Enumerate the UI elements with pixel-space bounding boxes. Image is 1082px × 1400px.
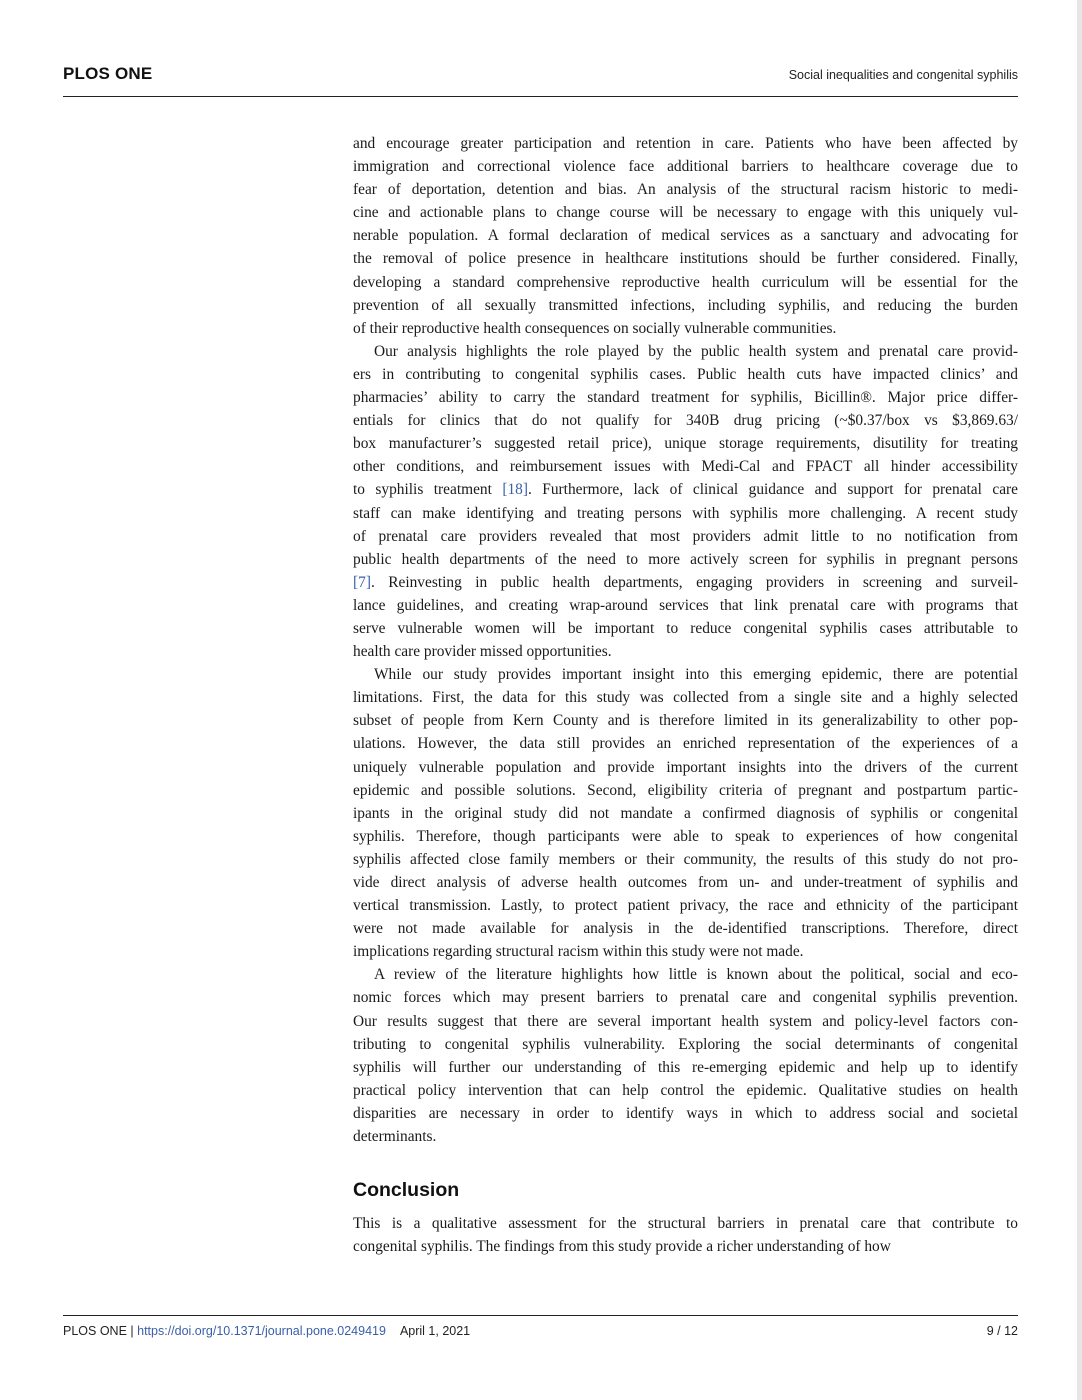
page-edge <box>1077 0 1082 1400</box>
citation-link[interactable]: [7] <box>353 573 371 591</box>
citation-link[interactable]: [18] <box>502 481 528 499</box>
paragraph <box>353 132 1018 340</box>
text-line: limitations. First, the data for this study was collected from a single site and a highly selected <box>353 689 1018 707</box>
text-line: Our analysis highlights the role played by the public health system and prenatal care provid- <box>374 342 1018 360</box>
text-line: the removal of police presence in healthcare institutions should be further considered. Finally, <box>353 250 1018 268</box>
footer-journal: PLOS ONE <box>63 1324 127 1338</box>
text-line: syphilis affected close family members or their community, the results of this study do not pro- <box>353 850 1018 868</box>
text-line: ers in contributing to congenital syphilis cases. Public health cuts have impacted clinics’ and <box>353 365 1018 383</box>
text-line: entials for clinics that do not qualify for 340B drug pricing (~$0.37/box vs $3,869.63/ <box>353 412 1018 430</box>
text-line: developing a standard comprehensive reproductive health curriculum will be essential for the <box>353 273 1018 291</box>
footer-separator: | <box>126 1324 138 1338</box>
text-line: A review of the literature highlights how little is known about the political, social and eco- <box>374 966 1018 984</box>
text-line <box>353 571 1018 594</box>
text-line: subset of people from Kern County and is therefore limited in its generalizability to other pop- <box>353 712 1018 730</box>
text-line: nomic forces which may present barriers to prenatal care and congenital syphilis prevention. <box>353 989 1018 1007</box>
running-title: Social inequalities and congenital syphilis <box>788 68 1018 82</box>
text-line: vide direct analysis of adverse health outcomes from un- and under-treatment of syphilis and <box>353 874 1018 891</box>
page-footer <box>63 1315 1018 1338</box>
text-segment: . Reinvesting in public health departments, engaging providers in screening and surveil- <box>370 573 1018 591</box>
text-segment: to syphilis treatment <box>353 481 503 499</box>
text-line: pharmacies’ ability to carry the standard treatment for syphilis, Bicillin®. Major price differ- <box>353 389 1018 407</box>
text-line: and encourage greater participation and retention in care. Patients who have been affected by <box>353 135 1018 152</box>
text-line: public health departments of the need to more actively screen for syphilis in pregnant persons <box>353 550 1018 568</box>
text-line: syphilis. Therefore, though participants were able to speak to experiences of how congenital <box>353 827 1018 845</box>
text-line: disparities are necessary in order to identify ways in which to address social and societal <box>353 1104 1018 1122</box>
page-header <box>63 64 1018 97</box>
text-line: uniquely vulnerable population and provide important insights into the drivers of the current <box>353 758 1018 776</box>
text-line: vertical transmission. Lastly, to protect patient privacy, the race and ethnicity of the participant <box>353 897 1018 915</box>
text-line: immigration and correctional violence face additional barriers to healthcare coverage due to <box>353 158 1018 176</box>
text-line: ulations. However, the data still provides an enriched representation of the experiences of a <box>353 735 1018 753</box>
text-line: other conditions, and reimbursement issues with Medi-Cal and FPACT all hinder accessibility <box>353 458 1018 476</box>
text-line: tributing to congenital syphilis vulnerability. Exploring the social determinants of congenital <box>353 1035 1018 1053</box>
text-line <box>353 478 1018 501</box>
text-line: This is a qualitative assessment for the structural barriers in prenatal care that contribute to <box>353 1215 1018 1232</box>
text-line: Our results suggest that there are several important health system and policy-level factors con- <box>353 1012 1018 1030</box>
text-line: epidemic and possible solutions. Second, eligibility criteria of pregnant and postpartum partic- <box>353 781 1018 799</box>
page-number: 9 / 12 <box>986 1324 1018 1338</box>
text-segment: . Furthermore, lack of clinical guidance and support for prenatal care <box>528 481 1018 499</box>
publication-date: April 1, 2021 <box>399 1324 471 1338</box>
text-line: implications regarding structural racism within this study were not made. <box>353 943 804 961</box>
text-line: fear of deportation, detention and bias. An analysis of the structural racism historic to medi- <box>353 181 1018 199</box>
text-line: staff can make identifying and treating persons with syphilis more challenging. A recent study <box>353 504 1018 522</box>
section-heading-conclusion: Conclusion <box>353 1179 460 1201</box>
text-line: determinants. <box>353 1128 437 1146</box>
text-line: cine and actionable plans to change course will be necessary to engage with this uniquely vul- <box>353 204 1018 222</box>
paragraph <box>353 663 1018 963</box>
text-line: practical policy intervention that can help control the epidemic. Qualitative studies on health <box>353 1081 1018 1099</box>
paragraph <box>353 1212 1018 1258</box>
text-line: While our study provides important insight into this emerging epidemic, there are potential <box>374 666 1018 684</box>
text-line: congenital syphilis. The findings from this study provide a richer understanding of how <box>353 1238 891 1256</box>
text-line: health care provider missed opportunities. <box>353 643 612 661</box>
text-line: of their reproductive health consequences on socially vulnerable communities. <box>353 319 837 337</box>
article-body <box>353 132 1018 1148</box>
paragraph <box>353 340 1018 663</box>
paragraph <box>353 963 1018 1148</box>
text-line: of prenatal care providers revealed that most providers admit little to no notification from <box>353 527 1018 545</box>
doi-link[interactable]: https://doi.org/10.1371/journal.pone.0249419 <box>137 1324 386 1338</box>
text-line: ipants in the original study did not mandate a confirmed diagnosis of syphilis or congenital <box>353 804 1018 822</box>
text-line: serve vulnerable women will be important to reduce congenital syphilis cases attributable to <box>353 619 1018 637</box>
text-line: were not made available for analysis in the de-identified transcriptions. Therefore, direct <box>353 920 1018 938</box>
conclusion-body <box>353 1212 1018 1258</box>
text-line: prevention of all sexually transmitted infections, including syphilis, and reducing the burden <box>353 296 1018 314</box>
text-line: box manufacturer’s suggested retail price), unique storage requirements, disutility for treating <box>353 435 1018 453</box>
journal-logo: PLOS ONE <box>63 64 153 83</box>
text-line: syphilis will further our understanding of this re-emerging epidemic and help up to identify <box>353 1058 1018 1076</box>
text-line: lance guidelines, and creating wrap-around services that link prenatal care with programs that <box>353 596 1018 614</box>
text-line: nerable population. A formal declaration of medical services as a sanctuary and advocating for <box>353 227 1018 245</box>
